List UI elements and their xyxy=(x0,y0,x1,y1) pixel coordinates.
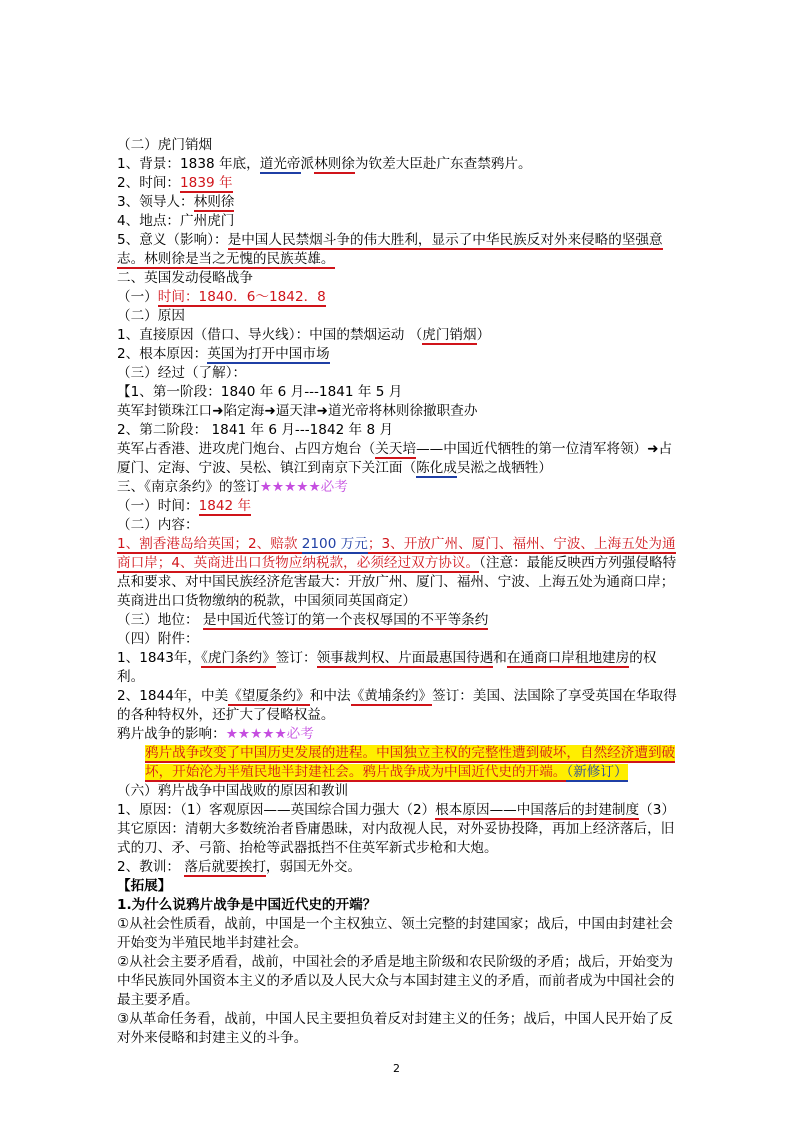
annex-heading: （四）附件： xyxy=(117,631,199,647)
war-time-line: （一）时间：1840．6～1842．8 xyxy=(117,289,326,305)
page-number: 2 xyxy=(393,1062,400,1075)
cause-heading: （二）原因 xyxy=(117,308,185,324)
status-line: （三）地位： 是中国近代签订的第一个丧权辱国的不平等条约 xyxy=(117,612,489,628)
treaty-time-line: （一）时间：1842 年 xyxy=(117,498,252,514)
stage1-description: 英军封锁珠江口➜陷定海➜逼天津➜道光帝将林则徐撤职查办 xyxy=(117,403,478,419)
place-line: 4、地点：广州虎门 xyxy=(117,213,235,229)
annex2-paragraph: 2、1844年，中美《望厦条约》和中法《黄埔条约》签订：美国、法国除了享受英国在华取得的各种特权外，还扩大了侵略权益。 xyxy=(117,688,677,723)
document-body xyxy=(117,136,677,1048)
leader-line: 3、领导人：林则徐 xyxy=(117,194,235,210)
extension-heading: 【拓展】 xyxy=(117,878,172,894)
must-test-stars: ★★★★★必考 xyxy=(225,726,314,742)
background-line: 1、背景：1838 年底，道光帝派林则徐为钦差大臣赴广东查禁鸦片。 xyxy=(117,156,532,172)
annex1-paragraph: 1、1843年，《虎门条约》签订：领事裁判权、片面最惠国待遇和在通商口岸租地建房的权利。 xyxy=(117,650,657,685)
time-line: 2、时间：1839 年 xyxy=(117,175,233,191)
extension-point-3: ③从革命任务看，战前，中国人民主要担负着反对封建主义的任务；战后，中国人民开始了反对外来侵略和封建主义的斗争。 xyxy=(117,1011,673,1046)
stage2-line: 2、第二阶段： 1841 年 6 月---1842 年 8 月 xyxy=(117,422,394,438)
root-cause-line: 2、根本原因：英国为打开中国市场 xyxy=(117,346,330,362)
stage2-description: 英军占香港、进攻虎门炮台、占四方炮台（关天培——中国近代牺牲的第一位清军将领）➜占厦门、定海、宁波、吴松、镇江到南京下关江面（陈化成吴淞之战牺牲） xyxy=(117,441,673,476)
extension-question: 1.为什么说鸦片战争是中国近代史的开端？ xyxy=(117,897,377,913)
process-heading: （三）经过（了解）： xyxy=(117,365,247,381)
direct-cause-line: 1、直接原因（借口、导火线）：中国的禁烟运动 （虎门销烟） xyxy=(117,327,491,343)
extension-point-2: ②从社会主要矛盾看，战前，中国社会的矛盾是地主阶级和农民阶级的矛盾；战后，开始变为中华民族同外国资本主义的矛盾以及人民大众与本国封建主义的矛盾，而前者成为中国社会的最主要矛盾。 xyxy=(117,954,675,1008)
influence-heading: 鸦片战争的影响：★★★★★必考 xyxy=(117,726,314,742)
lesson-line: 2、教训： 落后就要挨打，弱国无外交。 xyxy=(117,859,362,875)
section-heading-nanjing-treaty: 三、《南京条约》的签订★★★★★必考 xyxy=(117,479,348,495)
meaning-paragraph: 5、意义（影响）：是中国人民禁烟斗争的伟大胜利，显示了中华民族反对外来侵略的坚强意志。林则徐是当之无愧的民族英雄。 xyxy=(117,232,663,267)
must-test-stars: ★★★★★必考 xyxy=(259,479,348,495)
defeat-heading: （六）鸦片战争中国战败的原因和教训 xyxy=(117,783,349,799)
influence-paragraph: 鸦片战争改变了中国历史发展的进程。中国独立主权的完整性遭到破坏，自然经济遭到破坏，开始沦为半殖民地半封建社会。鸦片战争成为中国近代史的开端。（新修订） xyxy=(145,745,676,780)
content-heading: （二）内容： xyxy=(117,517,199,533)
extension-point-1: ①从社会性质看，战前，中国是一个主权独立、领土完整的封建国家；战后，中国由封建社会开始变为半殖民地半封建社会。 xyxy=(117,916,673,951)
reason-paragraph: 1、原因：（1）客观原因——英国综合国力强大（2）根本原因——中国落后的封建制度（3）其它原因：清朝大多数统治者昏庸愚昧，对内敌视人民，对外妥协投降，再加上经济落后，旧式的刀、矛、弓箭、抬枪等武器抵挡不住英军新式步枪和大炮。 xyxy=(117,802,675,856)
section-heading-war: 二、英国发动侵略战争 xyxy=(117,270,253,286)
treaty-content-paragraph: 1、割香港岛给英国；2、赔款 2100 万元；3、开放广州、厦门、福州、宁波、上海五处为通商口岸；4、英商进出口货物应纳税款，必须经过双方协议。（注意：最能反映西方列强侵略特点和要求、对中国民族经济危害最大：开放广州、厦门、福州、宁波、上海五处为通商口岸；英商进出口货物缴纳的税款，中国须同英国商定） xyxy=(117,536,677,609)
stage1-line: 【1、第一阶段：1840 年 6 月---1841 年 5 月 xyxy=(117,384,403,400)
section-heading-humen: （二）虎门销烟 xyxy=(117,137,213,153)
